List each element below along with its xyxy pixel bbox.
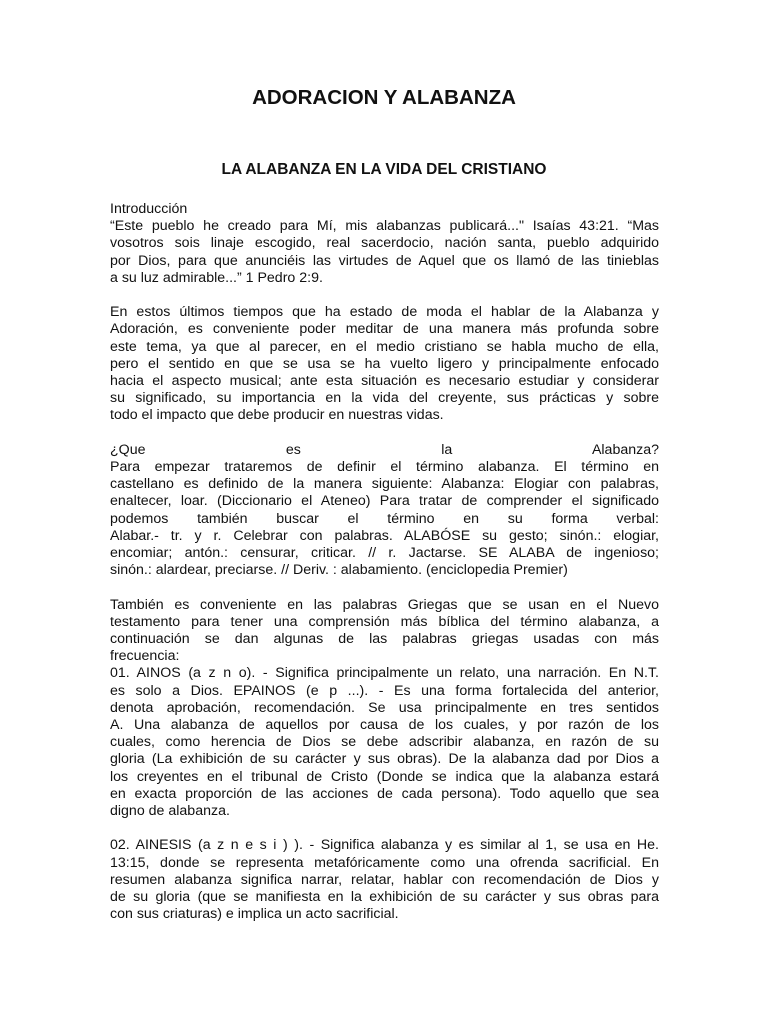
text-line: es solo a Dios. EPAINOS (e p ...). - Es una forma fortalecida del anterior, — [110, 682, 659, 699]
text-line: denota aprobación, recomendación. Se usa principalmente en tres sentidos — [110, 699, 659, 716]
paragraph — [110, 304, 659, 424]
text-line: los creyentes en el tribunal de Cristo (Donde se indica que la alabanza estará — [110, 768, 659, 785]
text-line: testamento para tener una comprensión más bíblica del término alabanza, a — [110, 613, 659, 630]
text-line: Alabar.- tr. y r. Celebrar con palabras. ALABÓSE su gesto; sinón.: elogiar, — [110, 527, 659, 544]
text-line: 02. AINESIS (a z n e s i ) ). - Significa alabanza y es similar al 1, se usa en He. — [110, 837, 659, 854]
text-line: frecuencia: — [110, 648, 180, 665]
text-line: Para empezar trataremos de definir el término alabanza. El término en — [110, 459, 659, 476]
text-line: resumen alabanza significa narrar, relatar, hablar con recomendación de Dios y — [110, 871, 659, 888]
text-line: su significado, su importancia en la vida del creyente, sus prácticas y sobre — [110, 390, 659, 407]
text-line: Introducción — [110, 201, 188, 217]
text-line: ¿Que es la Alabanza? — [110, 441, 659, 458]
text-line: cuales, como herencia de Dios se debe adscribir alabanza, en razón de su — [110, 734, 659, 751]
text-line: podemos también buscar el término en su forma verbal: — [110, 510, 659, 527]
text-line: en exacta proporción de las acciones de cada persona). Todo aquello que sea — [110, 785, 659, 802]
document-body — [110, 201, 659, 941]
paragraph — [110, 837, 659, 923]
paragraph — [110, 201, 659, 287]
text-line: 01. AINOS (a z n o). - Significa principalmente un relato, una narración. En N.T. — [110, 665, 659, 682]
text-line: por Dios, para que anunciéis las virtudes de Aquel que os llamó de las tinieblas — [110, 252, 659, 269]
text-line: En estos últimos tiempos que ha estado de moda el hablar de la Alabanza y — [110, 304, 659, 321]
text-line: 13:15, donde se representa metafóricamente como una ofrenda sacrificial. En — [110, 854, 659, 871]
text-line: pero el sentido en que se usa se ha vuelto ligero y principalmente enfocado — [110, 355, 659, 372]
text-line: castellano es definido de la manera siguiente: Alabanza: Elogiar con palabras, — [110, 476, 659, 493]
text-line: Adoración, es conveniente poder meditar de una manera más profunda sobre — [110, 321, 659, 338]
document-title: ADORACION Y ALABANZA — [252, 86, 516, 109]
paragraph — [110, 597, 659, 821]
text-line: digno de alabanza. — [110, 803, 230, 820]
text-line: A. Una alabanza de aquellos por causa de los cuales, y por razón de los — [110, 717, 659, 734]
text-line: hacia el aspecto musical; ante esta situación es necesario estudiar y considerar — [110, 373, 659, 390]
text-line: todo el impacto que debe producir en nuestras vidas. — [110, 407, 444, 424]
document-subtitle: LA ALABANZA EN LA VIDA DEL CRISTIANO — [221, 161, 547, 178]
text-line: este tema, ya que al parecer, en el medio cristiano se habla mucho de ella, — [110, 338, 659, 355]
text-line: “Este pueblo he creado para Mí, mis alabanzas publicará..." Isaías 43:21. “Mas — [110, 218, 659, 235]
paragraph — [110, 442, 659, 580]
text-line: enaltecer, loar. (Diccionario el Ateneo) Para tratar de comprender el significado — [110, 493, 659, 510]
text-line: sinón.: alardear, preciarse. // Deriv. : alabamiento. (enciclopedia Premier) — [110, 562, 568, 579]
text-line: continuación se dan algunas de las palabras griegas usadas con más — [110, 631, 659, 648]
text-line: vosotros sois linaje escogido, real sacerdocio, nación santa, pueblo adquirido — [110, 235, 659, 252]
text-line: gloria (La exhibición de su carácter y sus obras). De la alabanza dad por Dios a — [110, 751, 659, 768]
text-line: También es conveniente en las palabras Griegas que se usan en el Nuevo — [110, 596, 659, 613]
text-line: con sus criaturas) e implica un acto sacrificial. — [110, 906, 399, 923]
text-line: encomiar; antón.: censurar, criticar. // r. Jactarse. SE ALABA de ingenioso; — [110, 545, 659, 562]
text-line: a su luz admirable...” 1 Pedro 2:9. — [110, 269, 323, 286]
text-line: de su gloria (que se manifiesta en la exhibición de su carácter y sus obras para — [110, 889, 659, 906]
